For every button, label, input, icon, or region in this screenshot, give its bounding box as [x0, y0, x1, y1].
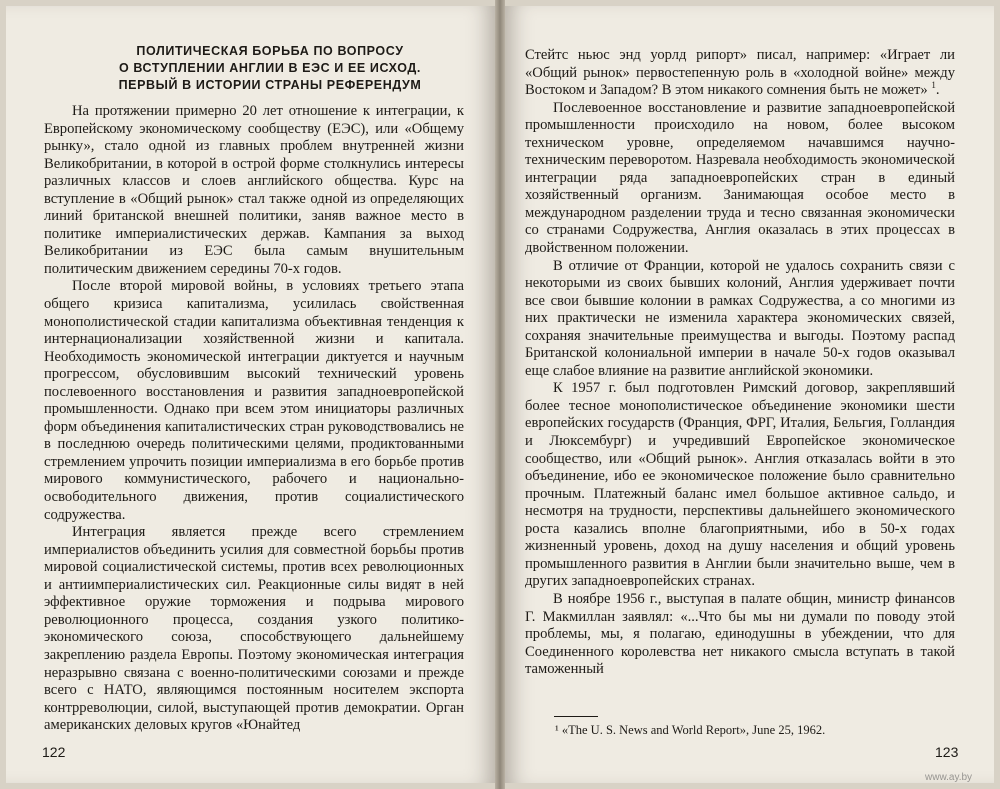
right-paragraph-1-text: Стейтс ньюс энд уорлд рипорт» писал, например: «Играет ли «Общий рынок» первостепенную роль в «холодной войне» между Востоком и Западом? В этом никакого сомнения быть не может»: [525, 47, 955, 99]
heading-line-3: ПЕРВЫЙ В ИСТОРИИ СТРАНЫ РЕФЕРЕНДУМ: [118, 78, 422, 92]
book-spine: [495, 0, 505, 789]
watermark: www.ay.by: [925, 772, 973, 783]
right-paragraph-5: В ноябре 1956 г., выступая в палате общин, министр финансов Г. Макмиллан заявлял: «...Что бы мы ни думали по поводу этой проблемы, мы, я полагаю, единодушны в убеждении, что для Соединенного королевства нет никакого смысла вступать в такой таможенный: [525, 590, 955, 678]
chapter-heading: [70, 43, 470, 94]
left-paragraph-3: Интеграция является прежде всего стремлением империалистов объединить усилия для совместной борьбы против мировой социалистической системы, против всех революционных и антиимпериалистических сил. Реакционные силы видят в ней эффективное оружие торможения и подрыва мирового революционного процесса, создания узкого политико-экономического союза, способствующего дальнейшему закреплению раздела Европы. Поэтому экономическая интеграция неразрывно связана с военно-политическими союзами и прежде всего с НАТО, являющимся постоянным носителем экспорта контрреволюции, силой, выступающей против демократии. Орган американских деловых кругов «Юнайтед: [44, 524, 464, 734]
heading-line-2: О ВСТУПЛЕНИИ АНГЛИИ В ЕЭС И ЕЕ ИСХОД.: [119, 61, 421, 75]
page-number-right: 123: [935, 744, 959, 760]
right-page-text: [525, 47, 955, 679]
right-paragraph-4: К 1957 г. был подготовлен Римский договор, закреплявший более тесное монополистическое объединение экономики шести европейских государств (Франция, ФРГ, Италия, Бельгия, Голландия и Люксембург) и учредивший Европейское экономическое сообщество, или «Общий рынок». Англия отказалась войти в это объединение, ибо ее экономическое положение было сравнительно прочным. Платежный баланс имел большое активное сальдо, и несмотря на трудности, перспективы дальнейшего экономического роста казались вполне благоприятными, ибо в 50-х годах жизненный уровень, доход на душу населения и общий уровень промышленного развития в Англии были значительно выше, чем в других западноевропейских странах.: [525, 380, 955, 590]
page-number-left: 122: [42, 744, 66, 760]
footnote-rule: [554, 716, 598, 717]
footnote-marker: 1: [931, 80, 936, 91]
left-paragraph-2: После второй мировой войны, в условиях третьего этапа общего кризиса капитализма, усилилась свойственная монополистической стадии капитализма объективная тенденция к интернационализации хозяйственной жизни и капитала. Необходимость экономической интеграции диктуется и научным прогрессом, обусловившим высокий технический уровень послевоенного восстановления и развития западноевропейской промышленности. Однако при всем этом инициаторы различных форм объединения капиталистических стран руководствовались не в последнюю очередь политическими целями, продиктованными стремлением упрочить позиции империализма в его борьбе против мирового коммунистического, рабочего и национально-освободительного движения, против социалистического содружества.: [44, 278, 464, 523]
heading-line-1: ПОЛИТИЧЕСКАЯ БОРЬБА ПО ВОПРОСУ: [136, 44, 404, 58]
footnote: ¹ «The U. S. News and World Report», June 25, 1962.: [555, 723, 826, 737]
left-paragraph-1: На протяжении примерно 20 лет отношение к интеграции, к Европейскому экономическому сообществу (ЕЭС), или «Общему рынку», стало одной из главных проблем внутренней жизни Великобритании, в которой в острой форме столкнулись интересы различных классов и слоев английского общества. Курс на вступление в «Общий рынок» стал также одной из определяющих линий британской внешней политики, заняв важное место в политике империалистических держав. Кампания за выход Великобритании из ЕЭС была самым внушительным политическим движением середины 70-х годов.: [44, 103, 464, 277]
right-paragraph-3: В отличие от Франции, которой не удалось сохранить связи с некоторыми из своих бывших колоний, Англия удерживает почти все свои бывшие колонии в рамках Содружества, а со многими из них практически не изменила характера экономических связей, сохраняя значительные преимущества и выгоды. Поэтому распад Британской колониальной империи в начале 50-х годов оказывал еще слабое влияние на развитие английской экономики.: [525, 257, 955, 379]
left-page-text: [44, 103, 464, 735]
right-paragraph-1: Стейтс ньюс энд уорлд рипорт» писал, например: «Играет ли «Общий рынок» первостепенную роль в «холодной войне» между Востоком и Западом? В этом никакого сомнения быть не может» $^1$.: [525, 47, 955, 99]
right-paragraph-2: Послевоенное восстановление и развитие западноевропейской промышленности происходило на новом, более высоком техническом уровне, определяемом начавшимся научно-техническим переворотом. Назревала необходимость экономической интеграции ряда западноевропейских стран в единый хозяйственный организм. Занимающая особое место в международном разделении труда и тесно связанная экономически со странами Содружества, Англия оказалась в этих процессах в двойственном положении.: [525, 99, 955, 257]
